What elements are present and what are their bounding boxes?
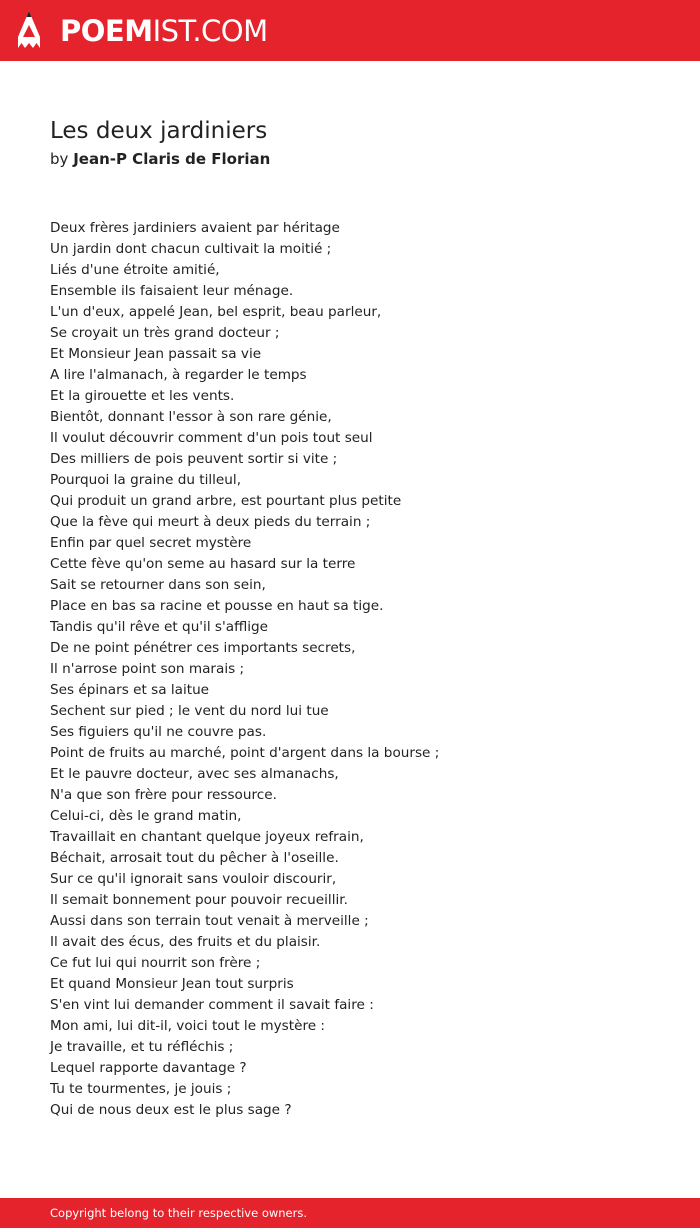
poem-line: Cette fève qu'on seme au hasard sur la terre [50, 556, 356, 572]
poem-line: Des milliers de pois peuvent sortir si vite ; [50, 451, 338, 467]
poem-line: L'un d'eux, appelé Jean, bel esprit, beau parleur, [50, 304, 382, 320]
logo-bold-text: POEM [60, 14, 153, 48]
byline [50, 148, 270, 170]
poem-line: Travaillait en chantant quelque joyeux refrain, [50, 829, 364, 845]
poem-line: Ensemble ils faisaient leur ménage. [50, 283, 294, 299]
poem-line: Lequel rapporte davantage ? [50, 1060, 247, 1076]
poem-line: Tu te tourmentes, je jouis ; [50, 1081, 232, 1097]
poem-line: Il voulut découvrir comment d'un pois tout seul [50, 430, 373, 446]
poem-line: Qui de nous deux est le plus sage ? [50, 1102, 292, 1118]
logo-light-text: IST.COM [152, 14, 268, 48]
poem-line: Et Monsieur Jean passait sa vie [50, 346, 262, 362]
poem-line: Qui produit un grand arbre, est pourtant plus petite [50, 493, 402, 509]
poem-line: A lire l'almanach, à regarder le temps [50, 367, 307, 383]
poem-line: Et le pauvre docteur, avec ses almanachs, [50, 766, 339, 782]
poem-line: Ses épinars et sa laitue [50, 682, 210, 698]
poem-line: Place en bas sa racine et pousse en haut sa tige. [50, 598, 384, 614]
poem-line: Je travaille, et tu réfléchis ; [50, 1039, 234, 1055]
site-header [0, 0, 700, 61]
poem-line: Tandis qu'il rêve et qu'il s'afflige [50, 619, 268, 635]
poem-line: Ce fut lui qui nourrit son frère ; [50, 955, 261, 971]
poem-line: Il semait bonnement pour pouvoir recueillir. [50, 892, 348, 908]
pencil-nib-icon [16, 10, 42, 52]
poem-line: Sur ce qu'il ignorait sans vouloir discourir, [50, 871, 337, 887]
poem-line: Il n'arrose point son marais ; [50, 661, 245, 677]
poem-line: Enfin par quel secret mystère [50, 535, 252, 551]
poem-line: Que la fève qui meurt à deux pieds du terrain ; [50, 514, 371, 530]
poem-line: Ses figuiers qu'il ne couvre pas. [50, 724, 267, 740]
site-logo[interactable] [16, 10, 268, 52]
poem-line: Deux frères jardiniers avaient par héritage [50, 220, 340, 236]
poem-line: Et la girouette et les vents. [50, 388, 235, 404]
poem-line: Béchait, arrosait tout du pêcher à l'oseille. [50, 850, 339, 866]
poem-line: Point de fruits au marché, point d'argent dans la bourse ; [50, 745, 440, 761]
logo-wordmark [60, 11, 268, 51]
poem-body [50, 218, 439, 1121]
copyright-text: Copyright belong to their respective owners. [50, 1206, 308, 1220]
poem-line: De ne point pénétrer ces importants secrets, [50, 640, 356, 656]
poem-line: Liés d'une étroite amitié, [50, 262, 220, 278]
poem-line: Sait se retourner dans son sein, [50, 577, 266, 593]
poem-line: S'en vint lui demander comment il savait faire : [50, 997, 374, 1013]
poem-line: Celui-ci, dès le grand matin, [50, 808, 242, 824]
poem-line: Il avait des écus, des fruits et du plaisir. [50, 934, 321, 950]
author-name: Jean-P Claris de Florian [73, 150, 271, 168]
poem-line: Pourquoi la graine du tilleul, [50, 472, 242, 488]
poem-line: N'a que son frère pour ressource. [50, 787, 277, 803]
site-footer [0, 1198, 700, 1228]
poem-line: Mon ami, lui dit-il, voici tout le mystère : [50, 1018, 326, 1034]
poem-line: Un jardin dont chacun cultivait la moitié ; [50, 241, 332, 257]
by-label: by [50, 150, 69, 168]
poem-line: Et quand Monsieur Jean tout surpris [50, 976, 294, 992]
poem-line: Se croyait un très grand docteur ; [50, 325, 280, 341]
poem-line: Bientôt, donnant l'essor à son rare génie, [50, 409, 332, 425]
poem-title: Les deux jardiniers [50, 118, 268, 144]
poem-line: Aussi dans son terrain tout venait à merveille ; [50, 913, 369, 929]
poem-line: Sechent sur pied ; le vent du nord lui tue [50, 703, 329, 719]
